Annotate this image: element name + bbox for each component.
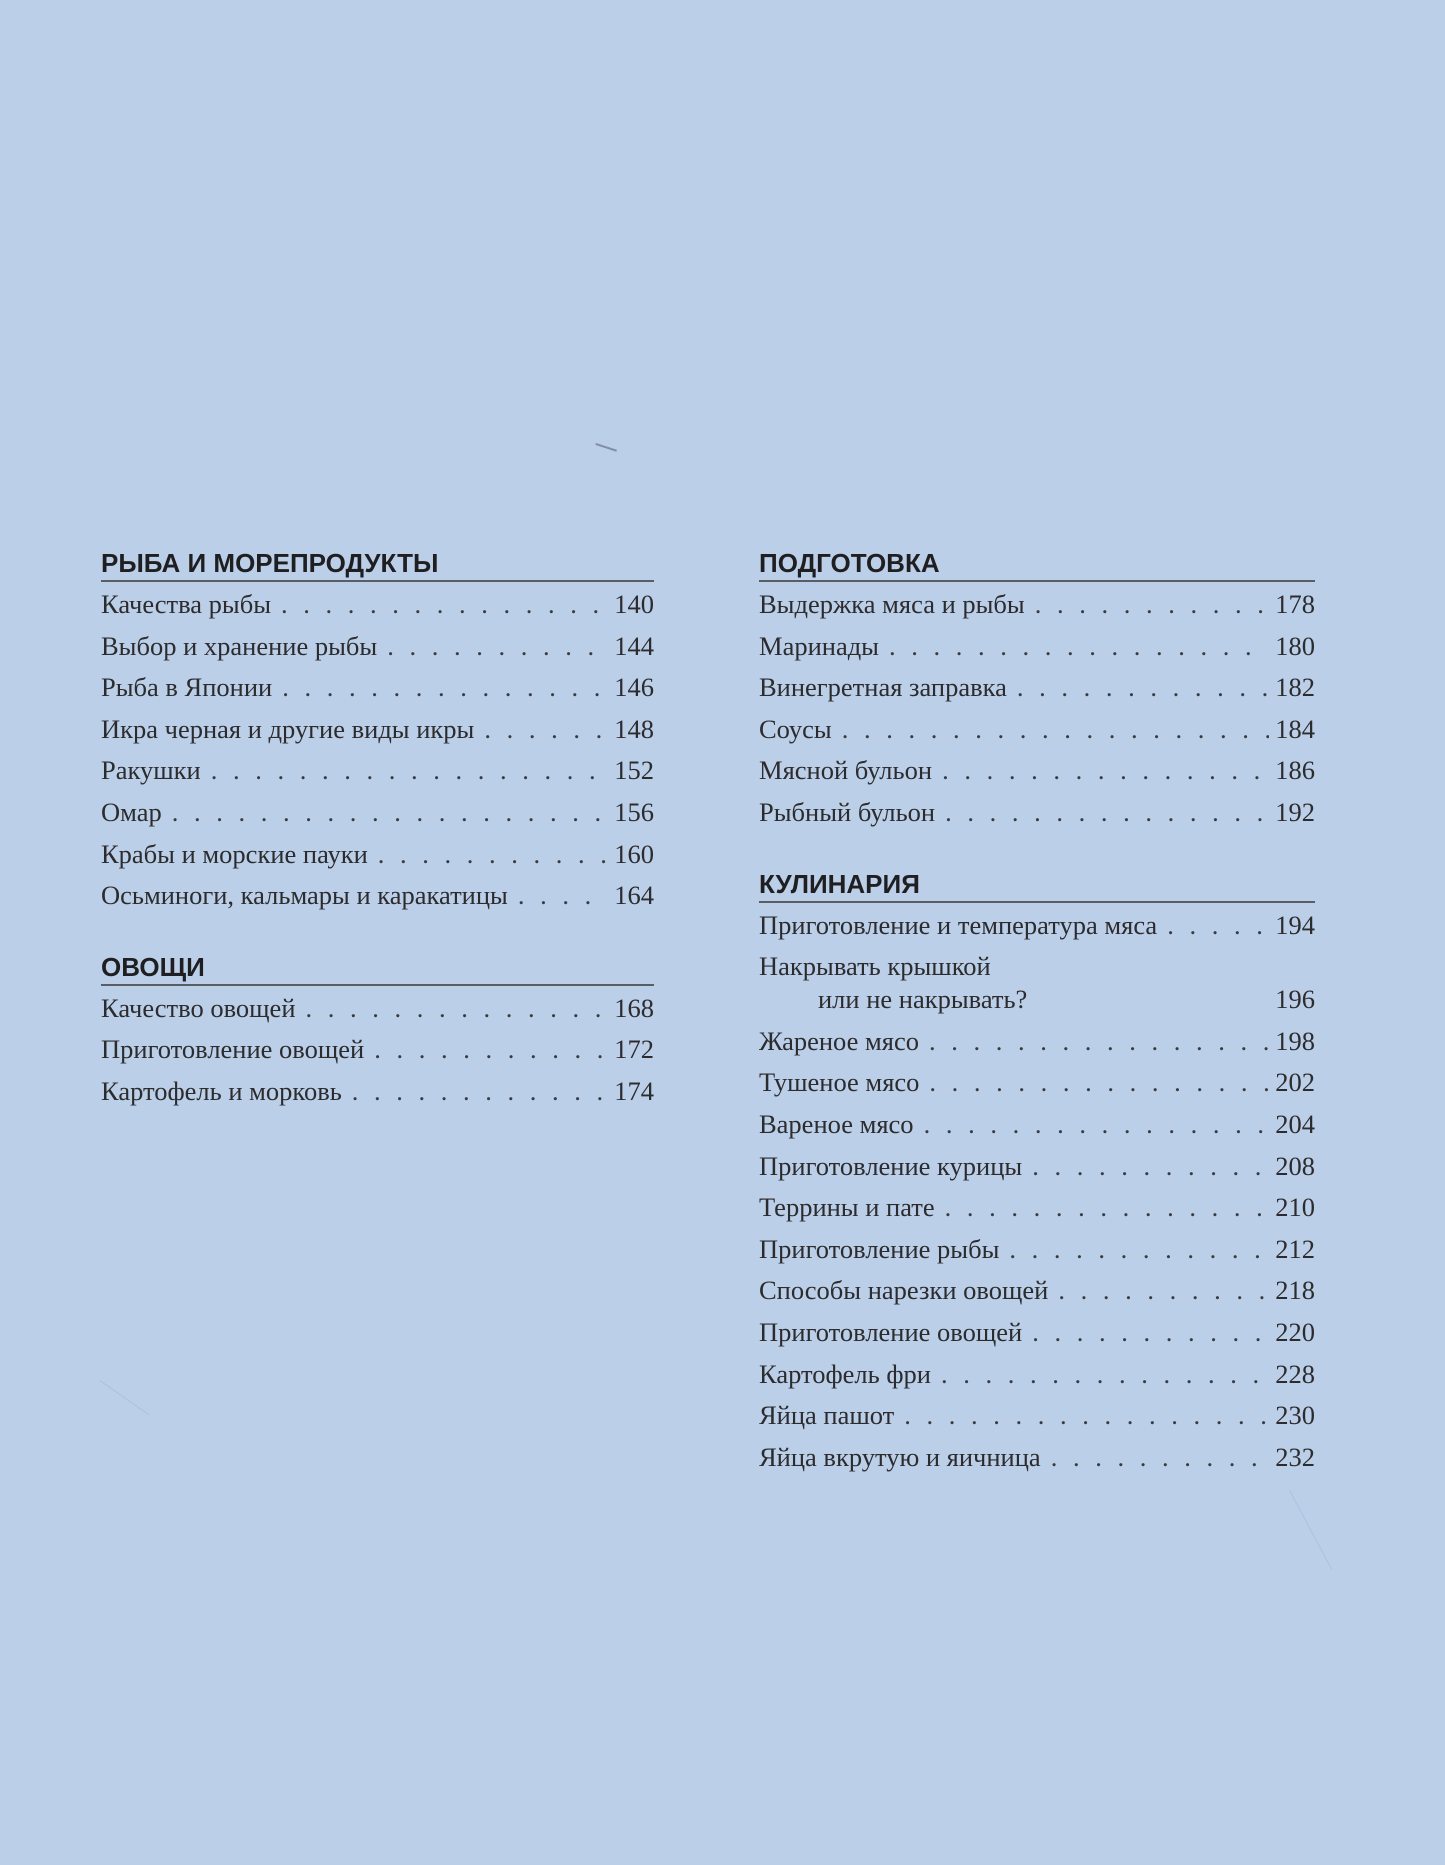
toc-entry[interactable] — [759, 1437, 1315, 1479]
leader-dots — [945, 792, 1269, 834]
leader-dots — [1032, 1312, 1269, 1354]
toc-entry[interactable] — [759, 750, 1315, 792]
entry-page-number: 230 — [1275, 1400, 1315, 1431]
entry-label: Винегретная заправка — [759, 672, 1007, 703]
toc-entry[interactable] — [759, 1146, 1315, 1188]
leader-dots — [924, 1104, 1269, 1146]
entry-label: Приготовление и температура мяса — [759, 909, 1158, 940]
entry-label-line2: или не накрывать? — [818, 984, 1028, 1015]
entry-label: Осьминоги, кальмары и каракатицы — [101, 880, 508, 911]
entry-label: Приготовление курицы — [759, 1150, 1023, 1181]
toc-section-vegetables — [101, 950, 654, 1113]
entry-label: Омар — [101, 796, 162, 827]
entry-label: Ракушки — [101, 755, 201, 786]
entry-page-number: 146 — [614, 672, 654, 703]
toc-entry[interactable] — [759, 1395, 1315, 1437]
toc-entry[interactable] — [759, 905, 1315, 947]
leader-dots — [1009, 1229, 1269, 1271]
leader-dots — [889, 626, 1269, 668]
toc-section-cooking — [759, 867, 1315, 1479]
leader-dots — [945, 1187, 1269, 1229]
entry-page-number: 144 — [614, 630, 654, 661]
entry-label: Террины и пате — [759, 1192, 935, 1223]
leader-dots — [941, 1354, 1269, 1396]
entry-label: Качество овощей — [101, 992, 296, 1023]
entry-page-number: 202 — [1275, 1067, 1315, 1098]
leader-dots — [282, 667, 608, 709]
leader-dots — [484, 709, 608, 751]
entry-page-number: 186 — [1275, 755, 1315, 786]
entry-label: Приготовление овощей — [759, 1316, 1023, 1347]
entry-label: Крабы и морские пауки — [101, 838, 368, 869]
toc-entry[interactable] — [759, 1062, 1315, 1104]
leader-dots — [1058, 1270, 1269, 1312]
toc-right-column — [759, 546, 1315, 1511]
entry-label: Выдержка мяса и рыбы — [759, 589, 1025, 619]
toc-entry[interactable] — [759, 1354, 1315, 1396]
toc-entry[interactable] — [759, 792, 1315, 834]
entry-page-number: 232 — [1275, 1441, 1315, 1472]
toc-entry[interactable] — [101, 988, 654, 1030]
toc-entry[interactable] — [101, 1071, 654, 1113]
entry-page-number: 164 — [614, 880, 654, 911]
entry-page-number: 178 — [1275, 589, 1315, 619]
leader-dots — [518, 875, 608, 917]
leader-dots — [1051, 1437, 1269, 1479]
entry-page-number: 196 — [1275, 984, 1315, 1015]
entry-label: Жареное мясо — [759, 1025, 919, 1056]
entry-label: Яйца пашот — [759, 1400, 895, 1431]
entry-label: Маринады — [759, 630, 879, 661]
entry-page-number: 198 — [1275, 1025, 1315, 1056]
entry-page-number: 220 — [1275, 1316, 1315, 1347]
section-title: КУЛИНАРИЯ — [759, 867, 1315, 903]
toc-entry[interactable] — [101, 584, 654, 626]
toc-entry[interactable] — [759, 1187, 1315, 1229]
entry-page-number: 218 — [1275, 1275, 1315, 1306]
leader-dots — [929, 1021, 1269, 1063]
toc-entry[interactable] — [759, 584, 1315, 626]
leader-dots — [374, 1029, 608, 1071]
toc-entry[interactable] — [759, 626, 1315, 668]
entry-label: Приготовление овощей — [101, 1034, 365, 1065]
toc-entry[interactable] — [101, 1029, 654, 1071]
leader-dots — [942, 750, 1269, 792]
leader-dots — [1167, 905, 1269, 947]
entry-page-number: 228 — [1275, 1358, 1315, 1389]
entry-label: Соусы — [759, 713, 832, 744]
toc-section-fish-seafood — [101, 546, 654, 917]
paper-scratch — [595, 443, 617, 452]
entry-page-number: 172 — [614, 1034, 654, 1065]
leader-dots — [387, 626, 608, 668]
leader-dots — [352, 1071, 608, 1113]
entry-label: Вареное мясо — [759, 1108, 914, 1139]
toc-left-column — [101, 546, 654, 1146]
paper-scratch — [99, 1380, 149, 1415]
leader-dots — [306, 988, 608, 1030]
toc-entry[interactable] — [759, 1312, 1315, 1354]
toc-entry[interactable] — [759, 1104, 1315, 1146]
leader-dots — [1035, 584, 1269, 626]
toc-entry[interactable] — [101, 709, 654, 751]
entry-label: Мясной бульон — [759, 755, 933, 786]
entry-label: Выбор и хранение рыбы — [101, 630, 378, 661]
entry-label: Способы нарезки овощей — [759, 1275, 1049, 1306]
leader-dots — [211, 750, 608, 792]
toc-section-preparation — [759, 546, 1315, 834]
entry-page-number: 182 — [1275, 672, 1315, 703]
entry-label: Приготовление рыбы — [759, 1233, 1000, 1264]
toc-entry[interactable] — [101, 875, 654, 917]
entry-label: Яйца вкрутую и яичница — [759, 1441, 1041, 1472]
entry-page-number: 194 — [1275, 909, 1315, 940]
entry-page-number: 180 — [1275, 630, 1315, 661]
toc-entry[interactable] — [101, 792, 654, 834]
toc-entry[interactable] — [759, 946, 1315, 1021]
entry-label: Икра черная и другие виды икры — [101, 713, 475, 744]
entry-page-number: 140 — [614, 589, 654, 619]
leader-dots — [1032, 1146, 1269, 1188]
leader-dots — [1017, 667, 1269, 709]
entry-page-number: 148 — [614, 713, 654, 744]
toc-entry[interactable] — [759, 1229, 1315, 1271]
entry-label-line1: Накрывать крышкой — [759, 951, 991, 982]
leader-dots — [904, 1395, 1269, 1437]
toc-entry[interactable] — [101, 750, 654, 792]
section-title: ПОДГОТОВКА — [759, 546, 1315, 582]
entry-page-number: 160 — [614, 838, 654, 869]
entry-page-number: 156 — [614, 796, 654, 827]
toc-entry[interactable] — [759, 1021, 1315, 1063]
entry-page-number: 168 — [614, 992, 654, 1023]
leader-dots — [172, 792, 608, 834]
entry-label: Картофель фри — [759, 1358, 931, 1389]
leader-dots — [378, 834, 608, 876]
entry-page-number: 208 — [1275, 1150, 1315, 1181]
entry-label: Картофель и морковь — [101, 1075, 342, 1106]
entry-label: Качества рыбы — [101, 589, 272, 619]
toc-entry[interactable] — [101, 834, 654, 876]
entry-page-number: 192 — [1275, 796, 1315, 827]
entry-page-number: 174 — [614, 1075, 654, 1106]
section-title: ОВОЩИ — [101, 950, 654, 986]
entry-page-number: 212 — [1275, 1233, 1315, 1264]
toc-entry[interactable] — [101, 626, 654, 668]
entry-page-number: 152 — [614, 755, 654, 786]
toc-entry[interactable] — [759, 1270, 1315, 1312]
leader-dots — [842, 709, 1269, 751]
toc-entry[interactable] — [759, 709, 1315, 751]
entry-label: Тушеное мясо — [759, 1067, 920, 1098]
entry-label: Рыба в Японии — [101, 672, 273, 703]
section-title: РЫБА И МОРЕПРОДУКТЫ — [101, 546, 654, 582]
toc-entry[interactable] — [101, 667, 654, 709]
toc-entry[interactable] — [759, 667, 1315, 709]
entry-page-number: 204 — [1275, 1108, 1315, 1139]
leader-dots — [929, 1062, 1269, 1104]
entry-page-number: 184 — [1275, 713, 1315, 744]
entry-label: Рыбный бульон — [759, 796, 936, 827]
entry-page-number: 210 — [1275, 1192, 1315, 1223]
leader-dots — [281, 584, 608, 626]
